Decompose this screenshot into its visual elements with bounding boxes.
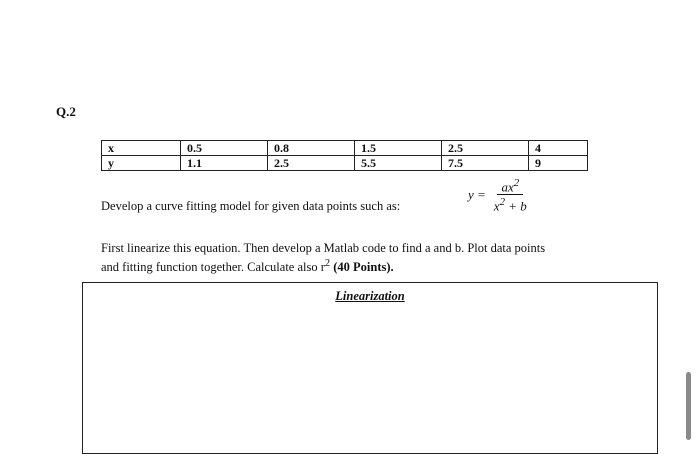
table-row-x [102,141,588,156]
prompt-text: Develop a curve fitting model for given data points such as: [101,199,401,213]
denominator-base: x [493,198,500,214]
task-line-2-text: and fitting function together. Calculate also r [101,260,325,275]
task-text [101,241,661,275]
data-table [101,140,588,171]
y-value-4: 7.5 [441,156,528,171]
formula-denominator [490,195,531,213]
row-label-y: y [102,156,181,171]
table-row-y [102,156,588,171]
row-label-x: x [102,141,181,156]
formula-lhs: y = [468,186,486,202]
y-value-3: 5.5 [354,156,441,171]
scrollbar-thumb[interactable] [686,372,691,440]
denominator-rest: + b [505,198,527,214]
task-line-1: First linearize this equation. Then develop a Matlab code to find a and b. Plot data points [101,241,546,255]
numerator-exponent: 2 [513,177,520,189]
y-value-5: 9 [528,156,587,171]
x-value-4: 2.5 [441,141,528,156]
formula-fraction [490,176,531,214]
x-value-1: 0.5 [181,141,268,156]
answer-box-title: Linearization [335,289,405,303]
x-value-3: 1.5 [354,141,441,156]
denominator-exponent: 2 [499,196,505,209]
r-squared-exponent: 2 [324,258,331,269]
answer-box[interactable] [82,282,658,454]
formula-numerator [497,176,523,195]
x-value-2: 0.8 [267,141,354,156]
y-value-1: 1.1 [181,156,268,171]
numerator-base: ax [501,179,514,195]
question-number: Q.2 [56,104,76,119]
x-value-5: 4 [528,141,587,156]
model-formula [468,176,531,214]
y-value-2: 2.5 [267,156,354,171]
points-label: (40 Points). [330,260,394,275]
task-line-2 [101,256,661,275]
